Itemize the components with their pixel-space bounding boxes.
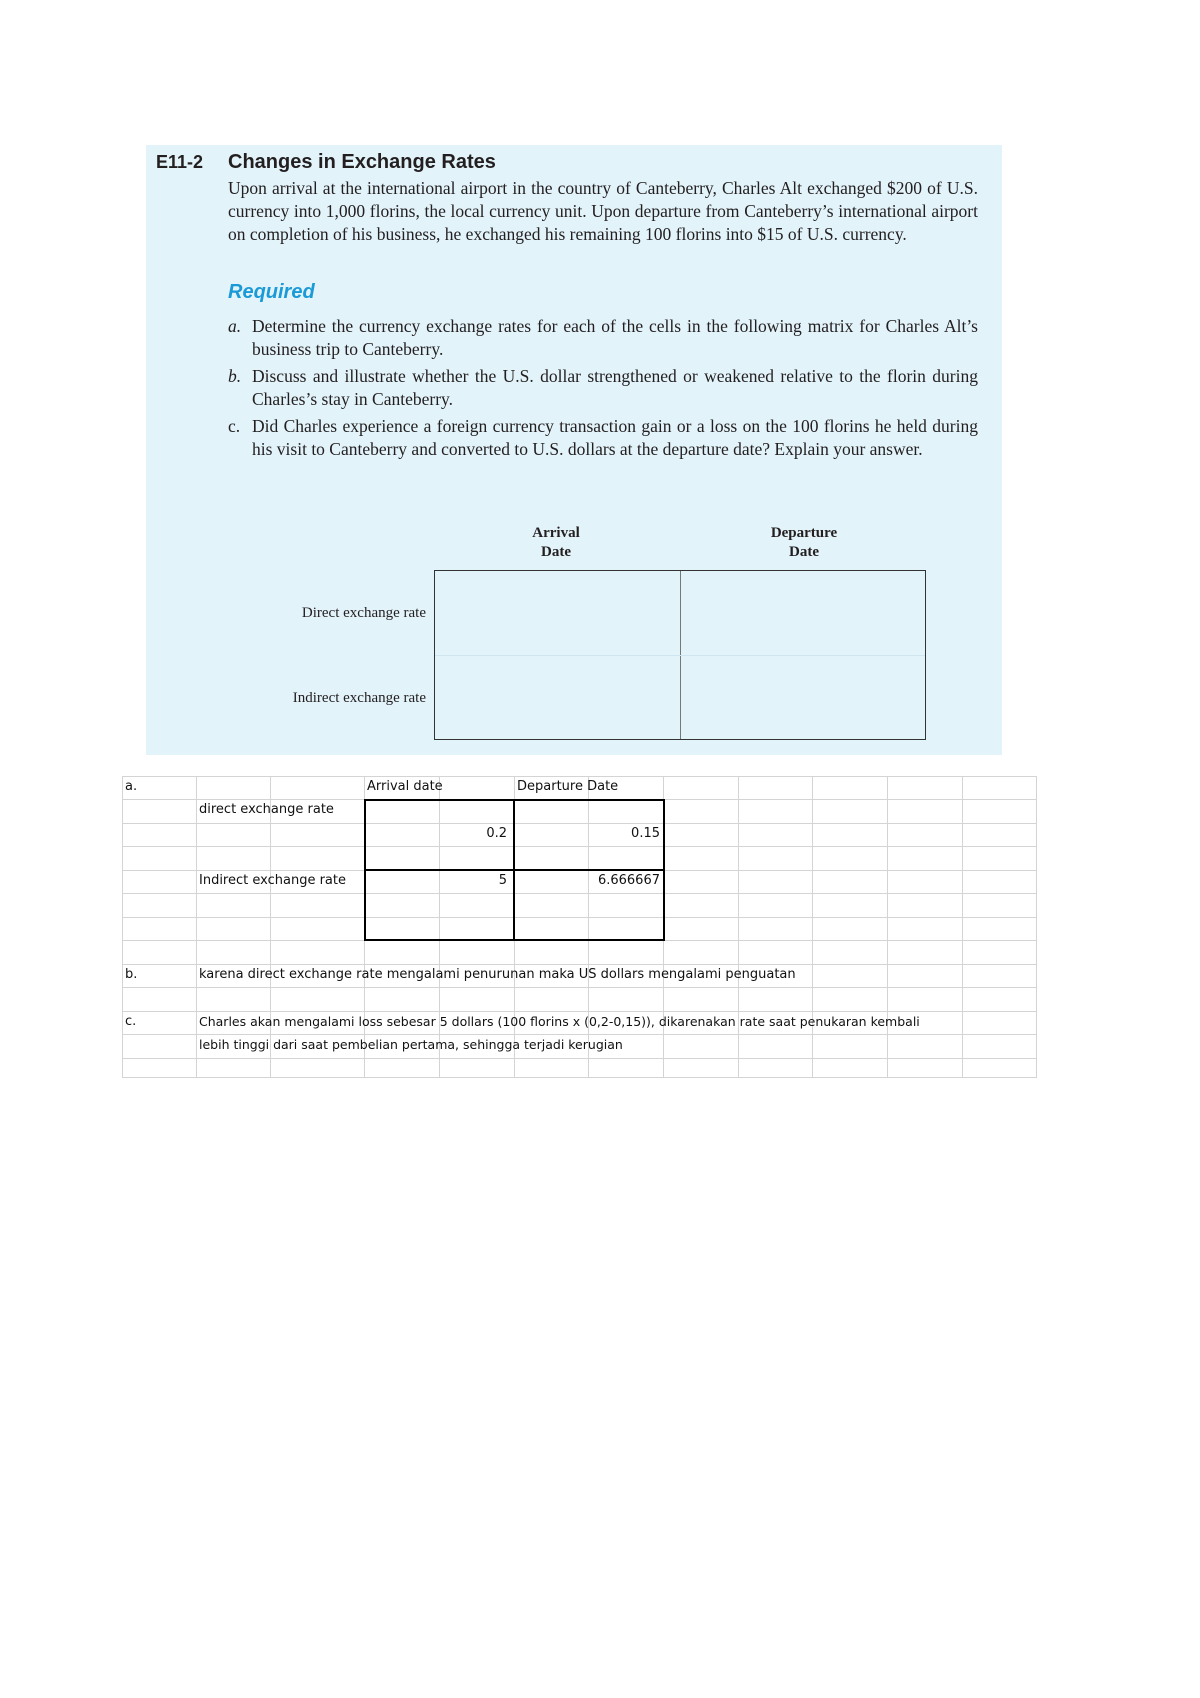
requirement-letter: a. <box>228 316 242 336</box>
header-arrival-date: Arrival date <box>367 779 443 794</box>
exercise-body: Upon arrival at the international airport in the country of Canteberry, Charles Alt exchanged $200 of U.S. currency into 1,000 florins, the local currency unit. Upon departure from Canteberry’s international airport on completion of his business, he exchanged his remaining 100 florins into $15 of U.S. currency. <box>228 178 978 244</box>
label-c: c. <box>125 1014 137 1029</box>
requirement-a <box>228 315 978 361</box>
label-b: b. <box>125 967 138 982</box>
grid-line <box>812 776 813 1078</box>
grid-line <box>196 776 197 1078</box>
matrix-col-arrival-line1: Arrival <box>532 525 580 541</box>
indirect-arrival-value[interactable]: 5 <box>498 873 507 888</box>
direct-arrival-value[interactable]: 0.2 <box>486 826 507 841</box>
grid-line <box>738 776 739 1078</box>
requirement-text: Determine the currency exchange rates for each of the cells in the following matrix for Charles Alt’s business trip to Canteberry. <box>252 316 978 359</box>
exercise-number: E11-2 <box>156 152 204 172</box>
matrix-col-departure-line1: Departure <box>770 525 838 541</box>
answer-c-line2[interactable]: lebih tinggi dari saat pembelian pertama, sehingga terjadi kerugian <box>199 1037 623 1052</box>
grid-line <box>122 987 1037 988</box>
answer-spreadsheet <box>122 776 1037 1078</box>
matrix-col-arrival-line2: Date <box>541 544 571 560</box>
answer-b-text[interactable]: karena direct exchange rate mengalami penurunan maka US dollars mengalami penguatan <box>199 967 796 982</box>
exercise-box <box>146 145 1002 755</box>
indirect-departure-value[interactable]: 6.666667 <box>597 873 660 888</box>
exchange-rate-matrix <box>434 570 926 740</box>
header-departure-date: Departure Date <box>517 779 619 794</box>
requirement-c <box>228 415 978 461</box>
grid-line <box>270 776 271 1078</box>
label-a: a. <box>125 779 138 794</box>
grid-line <box>962 776 963 1078</box>
direct-departure-value[interactable]: 0.15 <box>631 826 660 841</box>
requirement-letter: c. <box>228 416 241 436</box>
matrix-row-direct: Direct exchange rate <box>301 605 426 621</box>
requirements-list <box>228 315 978 465</box>
required-heading: Required <box>228 281 315 303</box>
matrix-col-departure-line2: Date <box>789 544 819 560</box>
requirement-text: Did Charles experience a foreign currency transaction gain or a loss on the 100 florins he held during his visit to Canteberry and converted to U.S. dollars at the departure date? Explain your answer. <box>252 416 978 459</box>
row-direct-exchange-rate: direct exchange rate <box>199 802 334 817</box>
exercise-title: Changes in Exchange Rates <box>228 151 496 173</box>
grid-line <box>122 776 123 1078</box>
requirement-b <box>228 365 978 411</box>
matrix-row-indirect: Indirect exchange rate <box>292 690 426 706</box>
matrix-divider <box>435 655 925 656</box>
answer-c-line1[interactable]: Charles akan mengalami loss sebesar 5 dollars (100 florins x (0,2-0,15)), dikarenakan rate saat penukaran kembali <box>199 1014 920 1029</box>
matrix-col-departure <box>734 524 874 562</box>
requirement-letter: b. <box>228 366 242 386</box>
row-indirect-exchange-rate: Indirect exchange rate <box>199 873 346 888</box>
grid-line <box>122 1077 1037 1078</box>
grid-line <box>1036 776 1037 1078</box>
requirement-text: Discuss and illustrate whether the U.S. dollar strengthened or weakened relative to the florin during Charles’s stay in Canteberry. <box>252 366 978 409</box>
grid-line <box>122 1058 1037 1059</box>
matrix-col-arrival <box>486 524 626 562</box>
grid-line <box>887 776 888 1078</box>
